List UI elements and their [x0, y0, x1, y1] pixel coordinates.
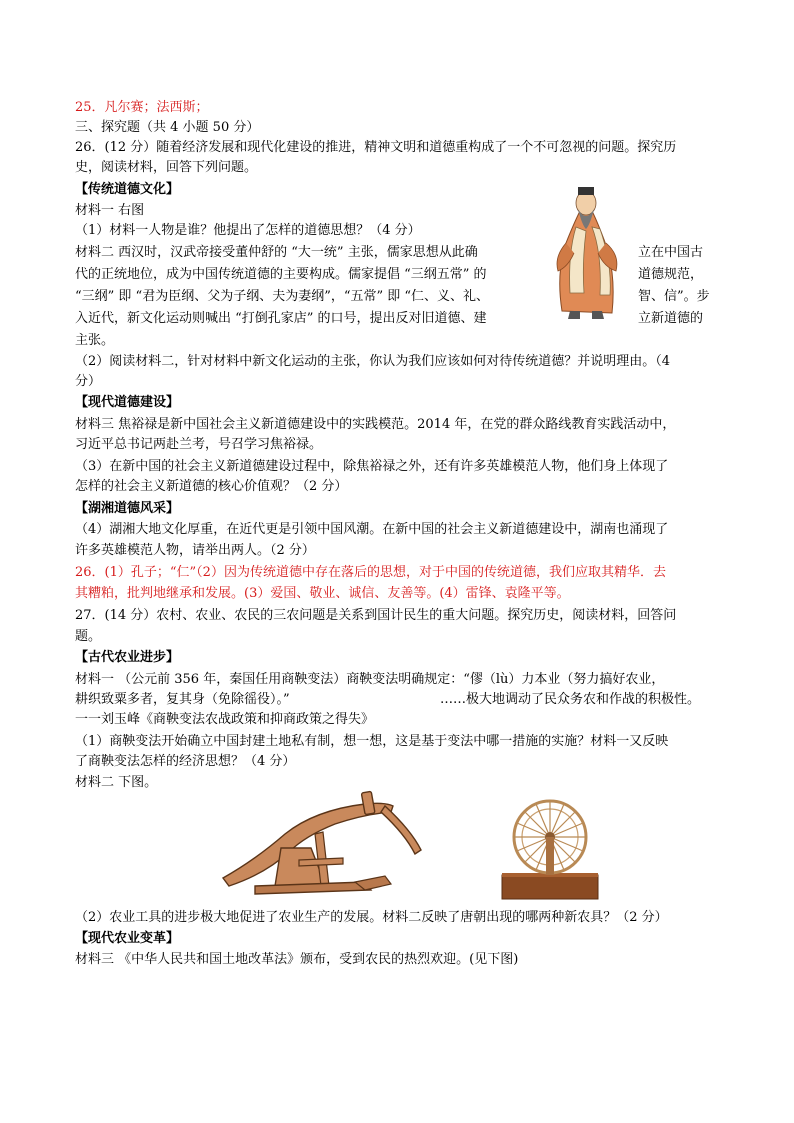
heading-hunan-morality: 【湖湘道德风采】 [75, 501, 180, 516]
question-27-1-line-1: （1）商鞅变法开始确立中国封建土地私有制，想一想，这是基于变法中哪一措施的实施？材料一又反映 [75, 734, 669, 749]
question-26-4-line-2: 许多英雄模范人物，请举出两人。（2 分） [75, 543, 315, 558]
material-2-line-1: 材料二 西汉时，汉武帝接受董仲舒的 “大一统” 主张，儒家思想从此确 [75, 245, 478, 260]
material-2-line-4: 入近代，新文化运动则喊出 “打倒孔家店” 的口号，提出反对旧道德、建 [75, 311, 487, 326]
question-26-4-line-1: （4）湖湘大地文化厚重，在近代更是引领中国风潮。在新中国的社会主义新道德建设中，湖南也涌现了 [75, 522, 669, 537]
material-2-line-5: 主张。 [75, 333, 115, 348]
material-27-3: 材料三 《中华人民共和国土地改革法》颁布，受到农民的热烈欢迎。(见下图) [75, 952, 519, 967]
heading-ancient-agriculture: 【古代农业进步】 [75, 650, 180, 665]
answer-25: 25．凡尔赛；法西斯； [75, 100, 209, 115]
material-27-1-line-2-right: ……极大地调动了民众务农和作战的积极性。 [440, 692, 701, 707]
answer-26-line-2: 其糟粕，批判地继承和发展。(3）爱国、敬业、诚信、友善等。(4）雷锋、袁隆平等。 [75, 586, 570, 601]
material-2-line-2-right: 道德规范， [638, 267, 704, 282]
q26-intro-2: 史，阅读材料，回答下列问题。 [75, 160, 258, 175]
question-26-1: （1）材料一人物是谁？他提出了怎样的道德思想？（4 分） [75, 223, 421, 238]
question-27-1-line-2: 了商鞅变法怎样的经济思想？（4 分） [75, 754, 296, 769]
question-26-3-line-2: 怎样的社会主义新道德的核心价值观？（2 分） [75, 479, 348, 494]
heading-modern-agriculture: 【现代农业变革】 [75, 931, 180, 946]
q26-intro-1: 26．(12 分）随着经济发展和现代化建设的推进，精神文明和道德重构成了一个不可忽视的问题。探究历 [75, 140, 677, 155]
section-title: 三、探究题（共 4 小题 50 分） [75, 120, 260, 135]
material-2-line-4-right: 立新道德的 [638, 311, 704, 326]
material-3-line-2: 习近平总书记两赴兰考，号召学习焦裕禄。 [75, 437, 323, 452]
material-27-1-source: 一一刘玉峰《商鞅变法农战政策和抑商政策之得失》 [75, 712, 375, 727]
material-3-line-1: 材料三 焦裕禄是新中国社会主义新道德建设中的实践模范。2014 年，在党的群众路线教育实践活动中， [75, 417, 676, 432]
material-2-line-1-right: 立在中国古 [638, 245, 704, 260]
material-2-line-3-right: 智、信”。步 [638, 289, 710, 304]
question-26-3-line-1: （3）在新中国的社会主义新道德建设过程中，除焦裕禄之外，还有许多英雄模范人物，他们身上体现了 [75, 459, 669, 474]
curved-plough-illustration [215, 790, 435, 900]
confucius-illustration [540, 183, 632, 321]
answer-26-line-1: 26．(1）孔子；“仁”（2）因为传统道德中存在落后的思想，对于中国的传统道德，我们应取其精华．去 [75, 565, 666, 580]
question-26-2-line-1: （2）阅读材料二，针对材料中新文化运动的主张，你认为我们应该如何对待传统道德？并说明理由。（4 [75, 354, 671, 369]
q27-intro-1: 27．(14 分）农村、农业、农民的三农问题是关系到国计民生的重大问题。探究历史，阅读材料，回答问 [75, 608, 677, 623]
material-1: 材料一 右图 [75, 203, 145, 218]
water-wheel-illustration [500, 795, 600, 900]
material-2-line-3: “三纲” 即 “君为臣纲、父为子纲、夫为妻纲”，“五常” 即 “仁、义、礼、 [75, 289, 490, 304]
question-26-2-line-2: 分） [75, 374, 102, 389]
heading-modern-morality: 【现代道德建设】 [75, 395, 180, 410]
material-27-1-line-1: 材料一 （公元前 356 年，秦国任用商鞅变法）商鞅变法明确规定：“僇（lù）力本业（努力搞好农业， [75, 672, 665, 687]
question-27-2: （2）农业工具的进步极大地促进了农业生产的发展。材料二反映了唐朝出现的哪两种新农具？（2 分） [75, 910, 668, 925]
material-27-1-line-2: 耕织致粟多者，复其身（免除徭役）。” [75, 692, 290, 707]
heading-traditional-morality: 【传统道德文化】 [75, 182, 180, 197]
material-27-2: 材料二 下图。 [75, 775, 158, 790]
material-2-line-2: 代的正统地位，成为中国传统道德的主要构成。儒家提倡 “三纲五常” 的 [75, 267, 487, 282]
q27-intro-2: 题。 [75, 629, 102, 644]
